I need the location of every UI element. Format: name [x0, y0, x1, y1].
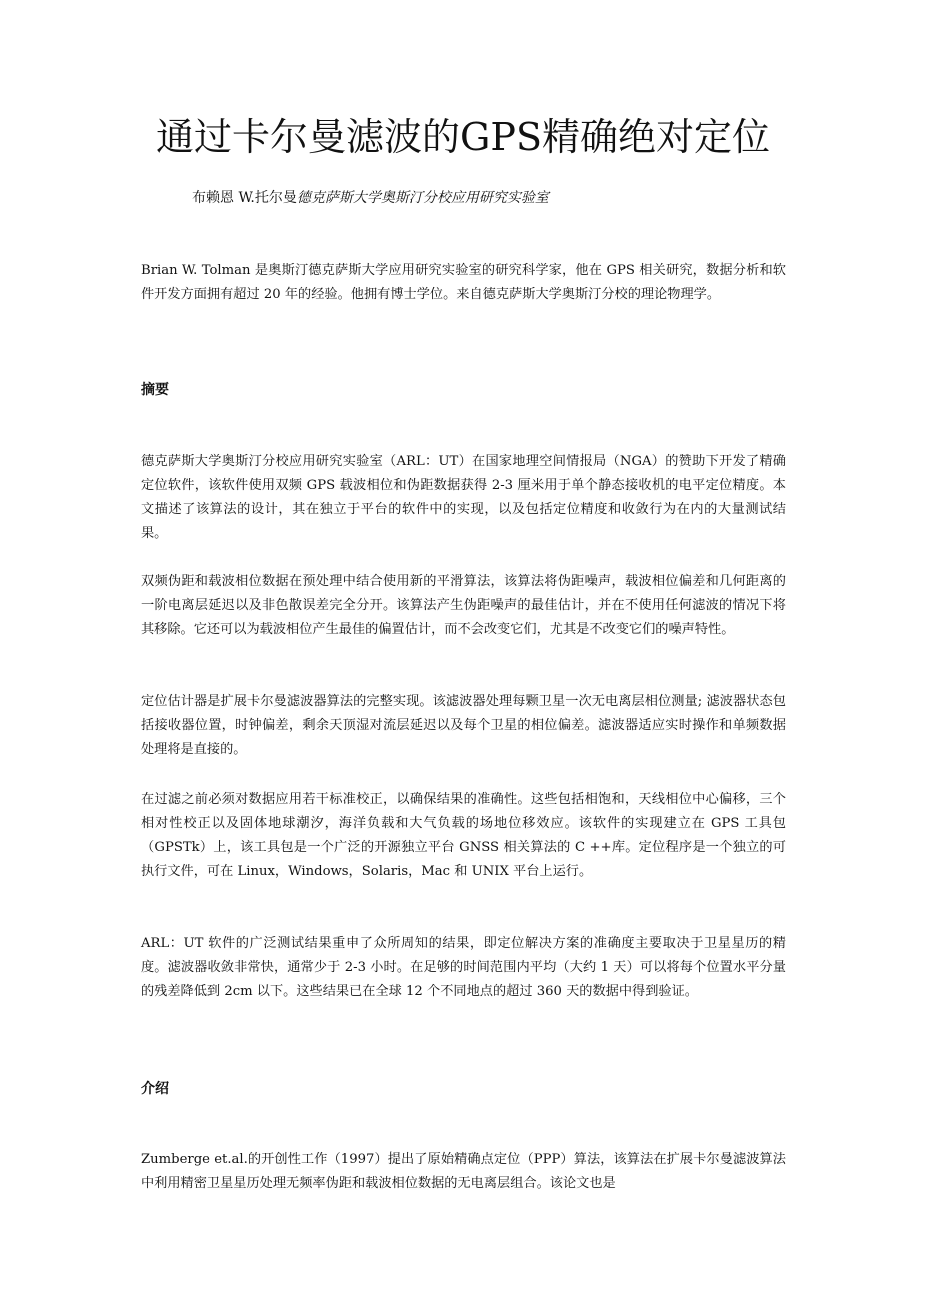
- author-bio: Brian W. Tolman 是奥斯汀德克萨斯大学应用研究实验室的研究科学家，他在 GPS 相关研究，数据分析和软件开发方面拥有超过 20 年的经验。他拥有博士学位。来自德克萨斯大学奥斯汀分校的理论物理学。: [141, 263, 786, 302]
- abstract-heading: 摘要: [141, 382, 169, 398]
- abstract-paragraph-4: 在过滤之前必须对数据应用若干标准校正，以确保结果的准确性。这些包括相饱和，天线相位中心偏移，三个相对性校正以及固体地球潮汐，海洋负载和大气负载的场地位移效应。该软件的实现建立在 GPS 工具包（GPSTk）上，该工具包是一个广泛的开源独立平台 GNSS 相关算法的 C ++库。定位程序是一个独立的可执行文件，可在 Linux，Windows，Solaris，Mac 和 UNIX 平台上运行。: [141, 792, 786, 879]
- abstract-paragraph-1: 德克萨斯大学奥斯汀分校应用研究实验室（ARL：UT）在国家地理空间情报局（NGA）的赞助下开发了精确定位软件，该软件使用双频 GPS 载波相位和伪距数据获得 2-3 厘米用于单个静态接收机的电平定位精度。本文描述了该算法的设计，其在独立于平台的软件中的实现，以及包括定位精度和收敛行为在内的大量测试结果。: [141, 454, 786, 541]
- abstract-paragraph-3: 定位估计器是扩展卡尔曼滤波器算法的完整实现。该滤波器处理每颗卫星一次无电离层相位测量; 滤波器状态包括接收器位置，时钟偏差，剩余天顶湿对流层延迟以及每个卫星的相位偏差。滤波器适应实时操作和单频数据处理将是直接的。: [141, 694, 786, 757]
- intro-paragraph: Zumberge et.al.的开创性工作（1997）提出了原始精确点定位（PPP）算法，该算法在扩展卡尔曼滤波算法中利用精密卫星星历处理无频率伪距和载波相位数据的无电离层组合。该论文也是: [141, 1152, 786, 1191]
- author-name: 布赖恩 W.托尔曼: [192, 190, 297, 206]
- document-title: 通过卡尔曼滤波的GPS精确绝对定位: [156, 115, 770, 159]
- author-affiliation: 德克萨斯大学奥斯汀分校应用研究实验室: [296, 190, 549, 206]
- intro-clip: [141, 1148, 786, 1206]
- byline: [192, 187, 549, 209]
- abstract-paragraph-5: ARL：UT 软件的广泛测试结果重申了众所周知的结果，即定位解决方案的准确度主要取决于卫星星历的精度。滤波器收敛非常快，通常少于 2-3 小时。在足够的时间范围内平均（大约 1 天）可以将每个位置水平分量的残差降低到 2cm 以下。这些结果已在全球 12 个不同地点的超过 360 天的数据中得到验证。: [141, 936, 786, 999]
- abstract-paragraph-2: 双频伪距和载波相位数据在预处理中结合使用新的平滑算法，该算法将伪距噪声，载波相位偏差和几何距离的一阶电离层延迟以及非色散误差完全分开。该算法产生伪距噪声的最佳估计，并在不使用任何滤波的情况下将其移除。它还可以为载波相位产生最佳的偏置估计，而不会改变它们，尤其是不改变它们的噪声特性。: [141, 574, 786, 637]
- intro-heading: 介绍: [141, 1081, 169, 1097]
